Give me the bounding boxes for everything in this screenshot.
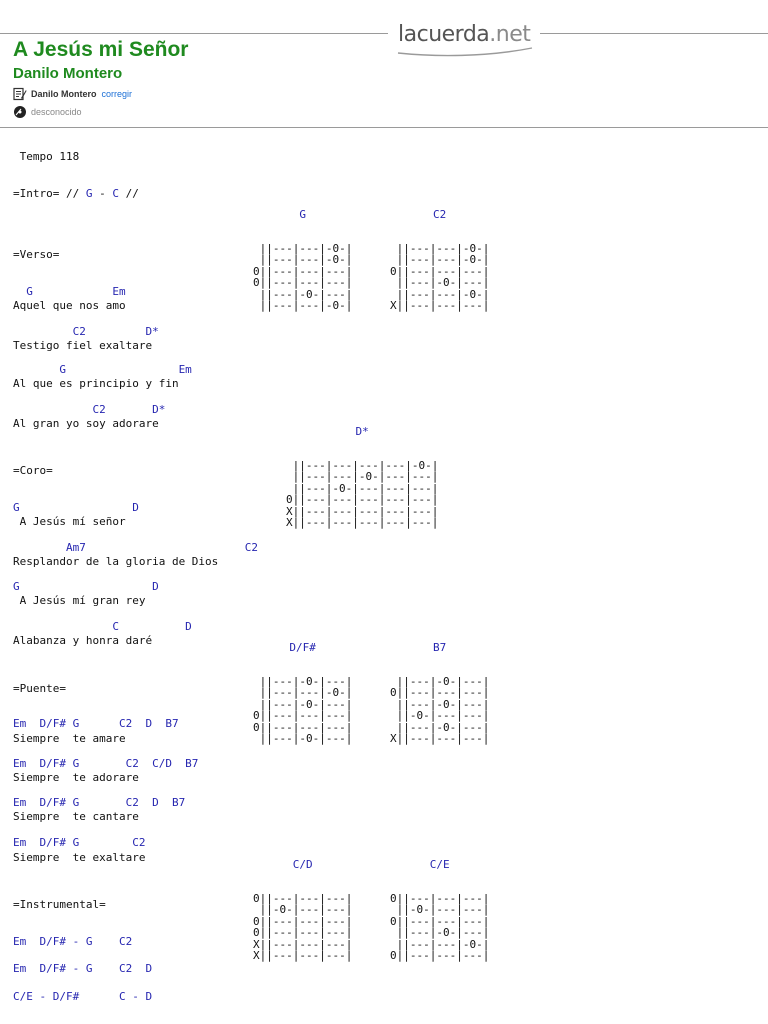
chord-line[interactable]: G Em: [13, 363, 192, 376]
chord-diagram-c2: [390, 186, 489, 334]
chord-diagram-grid: ||---|-0-|---| 0||---|---|---| ||---|-0-|---| ||-0-|---|---| ||---|-0-|---| X||---|---|---|: [390, 675, 490, 746]
chord-line[interactable]: Em D/F# G C2 D B7: [13, 717, 179, 730]
chord-line[interactable]: Am7 C2: [13, 541, 259, 554]
section-verso: =Verso=: [13, 248, 60, 261]
chord-diagram-grid: 0||---|---|---| ||-0-|---|---| 0||---|---|---| ||---|-0-|---| ||---|---|-0-| 0||---|---|---|: [390, 892, 490, 963]
chord-line[interactable]: G D: [13, 501, 139, 514]
chord-diagram-name[interactable]: C2: [433, 207, 447, 221]
editor-name: Danilo Montero: [31, 89, 97, 99]
lyric-line: Aquel que nos amo: [13, 299, 126, 312]
song-title: A Jesús mi Señor: [13, 38, 189, 61]
lyric-line: A Jesús mí señor: [13, 515, 126, 528]
intro-separator: -: [92, 187, 113, 200]
editor-row: [13, 87, 132, 101]
chord-diagram-g: [253, 186, 352, 334]
chord-line[interactable]: Em D/F# G C2: [13, 836, 146, 849]
chord-line[interactable]: C/E - D/F# C - D: [13, 990, 153, 1003]
chord-line[interactable]: Em D/F# - G C2 D: [13, 962, 153, 975]
section-coro: =Coro=: [13, 464, 53, 477]
chord-diagram-c-d: [253, 836, 352, 984]
chord-line[interactable]: C2 D*: [13, 403, 166, 416]
tempo-line: Tempo 118: [13, 150, 80, 163]
edit-document-icon: [13, 87, 27, 101]
lyric-line: Siempre te exaltare: [13, 851, 146, 864]
song-artist[interactable]: Danilo Montero: [13, 65, 123, 82]
chord-diagram-name[interactable]: C/D: [292, 857, 313, 871]
logo-swoosh-icon: [396, 44, 536, 58]
chord-diagram-name[interactable]: G: [299, 207, 306, 221]
logo-main: lacuerda: [398, 21, 490, 47]
page-header: [0, 0, 768, 128]
lyric-line: Siempre te cantare: [13, 810, 139, 823]
chord-diagram-name[interactable]: C/E: [429, 857, 450, 871]
chord-diagram-grid: ||---|---|-0-| ||---|---|-0-| 0||---|---|---| ||---|-0-|---| ||---|---|-0-| X||---|---|---|: [390, 242, 490, 313]
chord-diagram-grid: ||---|---|---|---|-0-| ||---|---|-0-|---|---| ||---|-0-|---|---|---| 0||---|---|---|---|---| X||---|---|---|---|---| X||---|---|---|---|---|: [286, 459, 439, 530]
chord-diagram-b7: [390, 619, 489, 767]
chord-g[interactable]: G: [85, 187, 93, 200]
section-instrumental: =Instrumental=: [13, 898, 106, 911]
rhythm-row: [13, 105, 82, 119]
correct-link[interactable]: corregir: [101, 89, 133, 99]
chord-diagram-name[interactable]: D*: [355, 424, 369, 438]
chord-diagram-grid: ||---|---|-0-| ||---|---|-0-| 0||---|---|---| 0||---|---|---| ||---|-0-|---| ||---|---|-0-|: [253, 242, 353, 313]
chord-diagram-grid: 0||---|---|---| ||-0-|---|---| 0||---|---|---| 0||---|---|---| X||---|---|---| X||---|---|---|: [253, 892, 353, 963]
chord-line[interactable]: C D: [13, 620, 192, 633]
lyric-line: Al que es principio y fin: [13, 377, 179, 390]
lyric-line: Al gran yo soy adorare: [13, 417, 159, 430]
chord-line[interactable]: Em D/F# G C2 D B7: [13, 796, 186, 809]
lyric-line: Resplandor de la gloria de Dios: [13, 555, 219, 568]
lyric-line: Siempre te amare: [13, 732, 126, 745]
lyric-line: Alabanza y honra daré: [13, 634, 153, 647]
music-disc-icon: [13, 105, 27, 119]
logo-tld: .net: [489, 21, 531, 47]
rhythm-label: desconocido: [31, 107, 82, 117]
intro-line: [13, 187, 139, 200]
header-top-divider: [0, 33, 768, 34]
chord-diagram-c-e: [390, 836, 489, 984]
chord-diagram-d-star: [286, 403, 438, 551]
chord-diagram-d-f-sharp: [253, 619, 352, 767]
chord-line[interactable]: C2 D*: [13, 325, 159, 338]
site-logo[interactable]: [388, 14, 540, 54]
logo-wordmark: [398, 22, 530, 47]
chord-line[interactable]: G Em: [13, 285, 126, 298]
lyric-line: Siempre te adorare: [13, 771, 139, 784]
chord-diagram-grid: ||---|-0-|---| ||---|---|-0-| ||---|-0-|---| 0||---|---|---| 0||---|---|---| ||---|-0-|---|: [253, 675, 353, 746]
section-puente: =Puente=: [13, 682, 66, 695]
lyric-line: Testigo fiel exaltare: [13, 339, 153, 352]
chord-line[interactable]: G D: [13, 580, 159, 593]
chord-diagram-name[interactable]: D/F#: [289, 640, 316, 654]
chord-c[interactable]: C: [112, 187, 119, 200]
intro-end: //: [118, 187, 139, 200]
chord-line[interactable]: Em D/F# G C2 C/D B7: [13, 757, 199, 770]
section-intro: =Intro= //: [13, 187, 86, 200]
lyric-line: A Jesús mí gran rey: [13, 594, 146, 607]
chord-line[interactable]: Em D/F# - G C2: [13, 935, 133, 948]
chord-sheet: [0, 128, 768, 1024]
chord-diagram-name[interactable]: B7: [433, 640, 447, 654]
